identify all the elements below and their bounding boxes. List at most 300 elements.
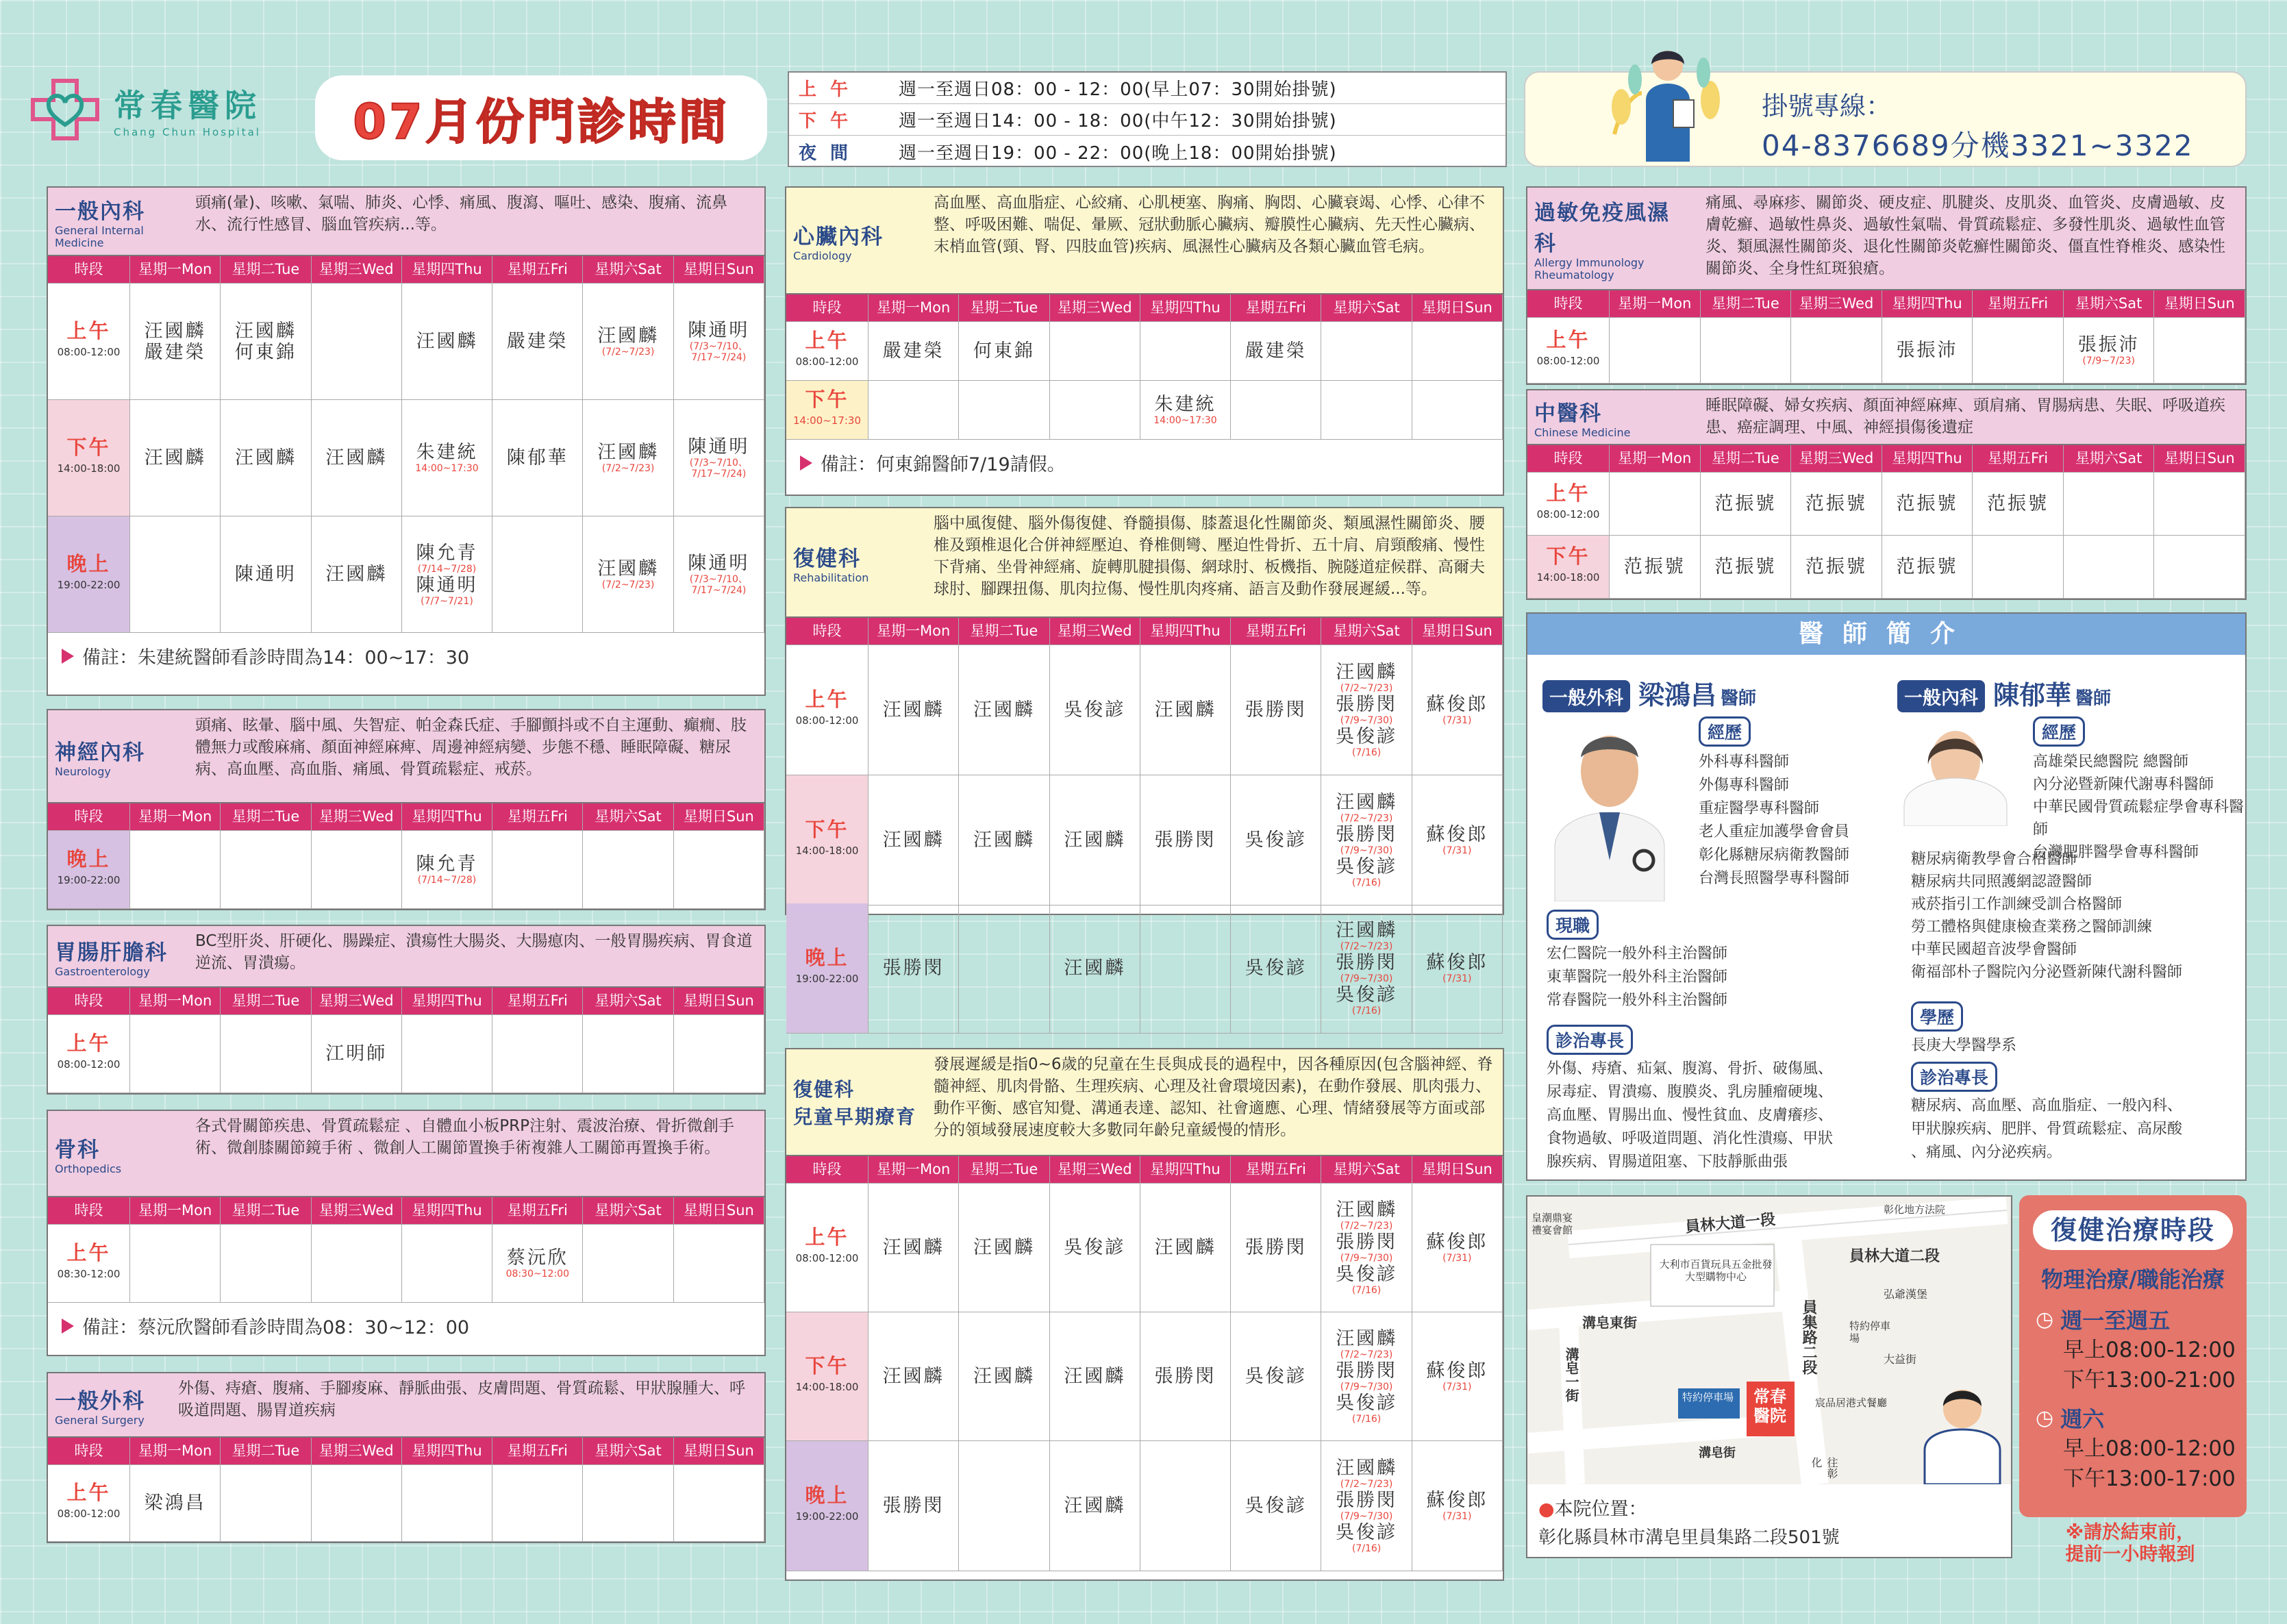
cell bbox=[583, 831, 673, 909]
hospital-logo bbox=[27, 68, 315, 151]
dept-name: 胃腸肝膽科 bbox=[55, 940, 168, 965]
cell-sat: 汪國麟 (7/2~7/23) 張勝閔 (7/9~7/30) 吳俊諺 (7/16) bbox=[1321, 775, 1412, 905]
col-header: 星期四Thu bbox=[402, 1197, 492, 1225]
cell: 張勝閔 bbox=[1231, 645, 1321, 775]
dept-general-internal bbox=[47, 186, 766, 696]
col-header: 星期四Thu bbox=[1140, 1156, 1231, 1184]
cell: 汪國麟 bbox=[1140, 645, 1231, 775]
col-header: 星期二Tue bbox=[1701, 290, 1792, 318]
cell: 汪國麟 bbox=[1050, 1441, 1140, 1571]
cell: 陳通明 bbox=[221, 516, 311, 633]
col-header: 時段 bbox=[48, 1197, 130, 1225]
hours-label: 上午 bbox=[798, 79, 862, 100]
doctor-title: 醫師 bbox=[1721, 688, 1757, 709]
col-header: 星期日Sun bbox=[674, 256, 764, 284]
cell bbox=[1610, 318, 1701, 384]
dept-en: Chinese Medicine bbox=[1534, 425, 1631, 439]
col-header: 星期二Tue bbox=[221, 256, 311, 284]
cell: 張勝閔 bbox=[1231, 1184, 1321, 1312]
map-label: 大益街 bbox=[1884, 1353, 1917, 1366]
col-header: 星期五Fri bbox=[1231, 1156, 1321, 1184]
col-header: 星期一Mon bbox=[130, 803, 221, 831]
dept-desc: 發展遲緩是指0~6歲的兒童在生長與成長的過程中，因各種原因(包含腦神經、脊髓神經、肌肉骨骼、生理疾病、心理及社會環境因素)，在動作發展、肌肉張力、動作平衡、感官知覺、溝通表達、認知、社會適應、心理、情緒發展等方面或部分的領域發展速度較大多數同年齡兒童緩慢的情形。 bbox=[934, 1055, 1493, 1139]
doctor2-exp-more: 糖尿病衛教學會合格醫師 糖尿病共同照護網認證醫師 戒菸指引工作訓練受訓合格醫師 勞工體格與健康檢查業務之醫師訓練 中華民國超音波學會醫師 衛福部朴子醫院內分泌暨新陳代謝科醫師 bbox=[1911, 851, 2183, 981]
dept-chinese-medicine bbox=[1526, 389, 2247, 600]
cell bbox=[130, 1015, 221, 1093]
col-header: 星期五Fri bbox=[1973, 445, 2064, 473]
cell-sat: 汪國麟 (7/2~7/23) 張勝閔 (7/9~7/30) 吳俊諺 (7/16) bbox=[1321, 1441, 1412, 1571]
cell bbox=[312, 831, 402, 909]
dept-orthopedics bbox=[47, 1110, 766, 1356]
cell bbox=[2064, 473, 2155, 536]
col-header: 星期五Fri bbox=[492, 803, 583, 831]
cell: 汪國麟 bbox=[1140, 1184, 1231, 1312]
cell: 張勝閔 bbox=[868, 903, 959, 1034]
weekday-label: ◷ 週一至週五 bbox=[2036, 1307, 2171, 1334]
profile-title: 醫師簡介 bbox=[1527, 614, 2245, 655]
cell-sun: 蘇俊郎 (7/31) bbox=[1412, 1312, 1503, 1441]
cell: 陳允青 (7/14~7/28) 陳通明 (7/7~7/21) bbox=[402, 516, 492, 633]
dept-name: 復健科 兒童早期療育 bbox=[793, 1078, 917, 1128]
dept-desc: 痛風、尋麻疹、關節炎、硬皮症、肌腱炎、皮肌炎、血管炎、皮膚過敏、皮膚乾癬、過敏性鼻炎、過敏性氣喘、骨質疏鬆症、多發性肌炎、過敏性血管炎、類風濕性關節炎、退化性關節炎乾癬性關節炎、僵直性脊椎炎、感染性關節炎、全身性紅斑狼瘡。 bbox=[1705, 194, 2225, 277]
cell: 汪國麟 bbox=[221, 400, 311, 516]
cell bbox=[2154, 318, 2245, 384]
col-header: 星期三Wed bbox=[1050, 295, 1140, 322]
col-header: 星期一Mon bbox=[868, 1156, 959, 1184]
road-label: 員集路二段 bbox=[1800, 1299, 1817, 1375]
cell bbox=[1231, 381, 1321, 440]
cell: 汪國麟 (7/2~7/23) bbox=[583, 284, 673, 400]
doctor-illustration-icon bbox=[1918, 1382, 2007, 1484]
col-header: 星期三Wed bbox=[312, 988, 402, 1015]
col-header: 星期三Wed bbox=[312, 1438, 402, 1465]
phone-number: 04-8376689分機3321~3322 bbox=[1762, 129, 2194, 162]
cell: 汪國麟 bbox=[1050, 903, 1140, 1034]
cell bbox=[492, 831, 583, 909]
cell bbox=[130, 1225, 221, 1303]
dept-general-surgery bbox=[47, 1372, 766, 1543]
cell bbox=[1791, 318, 1882, 384]
slot-pm: 下午 14:00-18:00 bbox=[48, 400, 130, 516]
cell-sun: 蘇俊郎 (7/31) bbox=[1412, 903, 1503, 1034]
doctor2-specialty: 診治專長 糖尿病、高血壓、高血脂症、一般內科、 甲狀腺疾病、肥胖、骨質疏鬆症、高尿酸 、痛風、內分泌疾病。 bbox=[1911, 1062, 2240, 1164]
edu-tag: 學歷 bbox=[1911, 1001, 1963, 1032]
weekday-hours: 早上08:00-12:00 下午13:00-21:00 bbox=[2063, 1338, 2236, 1392]
col-header: 時段 bbox=[1527, 290, 1610, 318]
cell bbox=[674, 1225, 764, 1303]
col-header: 星期二Tue bbox=[221, 803, 311, 831]
schedule-table bbox=[786, 618, 1503, 905]
cell bbox=[2154, 473, 2245, 536]
note: 備註：何東錦醫師7/19請假。 bbox=[786, 440, 1503, 486]
col-header: 星期四Thu bbox=[402, 988, 492, 1015]
slot-am: 上午 08:00-12:00 bbox=[1527, 473, 1610, 536]
cell: 汪國麟 bbox=[1050, 775, 1140, 905]
dept-desc: 頭痛、眩暈、腦中風、失智症、帕金森氏症、手腳顫抖或不自主運動、癲癇、肢體無力或酸麻痛、顏面神經麻痺、周邊神經病變、步態不穩、睡眠障礙、糖尿病、高血壓、高血脂、痛風、骨質疏鬆症、戒菸。 bbox=[195, 716, 747, 778]
cell: 汪國麟 bbox=[402, 284, 492, 400]
slot-am: 上午 08:00-12:00 bbox=[1527, 318, 1610, 384]
dept-desc: 腦中風復健、腦外傷復健、脊髓損傷、膝蓋退化性關節炎、類風濕性關節炎、腰椎及頸椎退化合併神經壓迫、脊椎側彎、壓迫性骨折、五十肩、肩頸酸痛、慢性下背痛、坐骨神經痛、旋轉肌腱損傷、網球肘、板機指、腕隧道症候群、高爾夫球肘、腳踝扭傷、肌肉拉傷、慢性肌肉疼痛、語言及動作發展遲緩...等。 bbox=[934, 514, 1485, 598]
cell bbox=[1412, 381, 1503, 440]
doctor-dept-badge: 一般內科 bbox=[1897, 680, 1985, 712]
dept-desc: 各式骨關節疾患、骨質疏鬆症 、自體血小板PRP注射、震波治療、骨折微創手術、微創膝關節鏡手術 、微創人工關節置換手術複雜人工關節再置換手術。 bbox=[195, 1117, 735, 1157]
road-label: 溝皂東街 bbox=[1582, 1314, 1637, 1331]
cell: 汪國麟 bbox=[868, 645, 959, 775]
col-header: 時段 bbox=[48, 1438, 130, 1465]
cell bbox=[1140, 322, 1231, 381]
col-header: 時段 bbox=[48, 988, 130, 1015]
cell: 陳郁華 bbox=[492, 400, 583, 516]
dept-en: Allergy Immunology Rheumatology bbox=[1534, 256, 1645, 282]
schedule-table bbox=[786, 295, 1503, 440]
col-header: 星期五Fri bbox=[1231, 295, 1321, 322]
map-label: 特約停車場 bbox=[1682, 1391, 1734, 1403]
doctor-profiles bbox=[1526, 612, 2247, 1181]
cell: 汪國麟 bbox=[868, 1312, 959, 1441]
doctor-card-1 bbox=[1542, 674, 1885, 712]
col-header: 星期二Tue bbox=[221, 1438, 311, 1465]
slot-pm: 下午 14:00~17:30 bbox=[786, 381, 868, 440]
col-header: 星期二Tue bbox=[959, 1156, 1049, 1184]
col-header: 星期六Sat bbox=[583, 1438, 673, 1465]
cell: 張勝閔 bbox=[868, 1441, 959, 1571]
slot-pm: 下午 14:00-18:00 bbox=[786, 775, 868, 905]
cell bbox=[1050, 381, 1140, 440]
doctor-name: 陳郁華 bbox=[1993, 680, 2072, 710]
specialty-tag: 診治專長 bbox=[1911, 1062, 1997, 1092]
col-header: 星期一Mon bbox=[868, 618, 959, 645]
address-text: 彰化縣員林市溝皂里員集路二段501號 bbox=[1538, 1527, 1840, 1548]
cell: 汪國麟 bbox=[130, 400, 221, 516]
doctor2-exp: 經歷 高雄榮民總醫院 總醫師 內分泌暨新陳代謝專科醫師 中華民國骨質疏鬆症學會專科醫師 台灣肥胖醫學會專科醫師 bbox=[2033, 716, 2245, 864]
cell: 范振號 bbox=[1791, 536, 1882, 599]
col-header: 星期六Sat bbox=[583, 1197, 673, 1225]
clinic-hours bbox=[788, 71, 1507, 167]
cell: 吳俊諺 bbox=[1231, 1312, 1321, 1441]
cell: 嚴建榮 bbox=[1231, 322, 1321, 381]
cell: 江明師 bbox=[312, 1015, 402, 1093]
cell: 陳允青 (7/14~7/28) bbox=[402, 831, 492, 909]
dept-neurology bbox=[47, 709, 766, 910]
dept-cardiology bbox=[785, 186, 1504, 496]
logo-en: Chang Chun Hospital bbox=[114, 126, 261, 138]
col-header: 星期日Sun bbox=[1412, 618, 1503, 645]
rehab-hours-sub: 物理治療/職能治療 bbox=[2041, 1266, 2225, 1292]
col-header: 星期二Tue bbox=[959, 618, 1049, 645]
exp-tag: 經歷 bbox=[2033, 716, 2085, 747]
cell bbox=[583, 1015, 673, 1093]
cell bbox=[959, 903, 1049, 1034]
triangle-icon bbox=[62, 649, 74, 664]
cell bbox=[492, 1015, 583, 1093]
rehab-hours-box bbox=[2019, 1195, 2247, 1517]
dept-name: 心臟內科 bbox=[793, 224, 884, 249]
cell bbox=[402, 1465, 492, 1542]
cell bbox=[221, 1015, 311, 1093]
col-header: 星期一Mon bbox=[130, 1438, 221, 1465]
col-header: 星期四Thu bbox=[1882, 290, 1973, 318]
col-header: 星期二Tue bbox=[221, 988, 311, 1015]
slot-ev: 晚上 19:00-22:00 bbox=[48, 831, 130, 909]
cell: 汪國麟 (7/2~7/23) bbox=[583, 400, 673, 516]
dept-allergy bbox=[1526, 186, 2247, 385]
slot-ev: 晚上 19:00-22:00 bbox=[786, 1441, 868, 1571]
cell: 梁鴻昌 bbox=[130, 1465, 221, 1542]
cell: 陳通明 (7/3~7/10、7/17~7/24) bbox=[674, 516, 764, 633]
current-tag: 現職 bbox=[1547, 910, 1599, 940]
slot-pm: 下午 14:00-18:00 bbox=[786, 1312, 868, 1441]
col-header: 星期三Wed bbox=[1791, 445, 1882, 473]
cell bbox=[959, 381, 1049, 440]
dept-name: 過敏免疫風濕科 bbox=[1534, 201, 1670, 256]
schedule-table-ev bbox=[786, 903, 1503, 1034]
schedule-table bbox=[786, 1156, 1503, 1571]
col-header: 星期三Wed bbox=[1050, 618, 1140, 645]
col-header: 星期日Sun bbox=[1412, 1156, 1503, 1184]
dept-desc: 外傷、痔瘡、腹痛、手腳痠麻、靜脈曲張、皮膚問題、骨質疏鬆、甲狀腺腫大、呼吸道問題、腸胃道疾病 bbox=[178, 1379, 745, 1419]
slot-am: 上午 08:00-12:00 bbox=[48, 1465, 130, 1542]
col-header: 星期日Sun bbox=[2154, 290, 2245, 318]
exp-list: 外科專科醫師 外傷專科醫師 重症醫學專科醫師 老人重症加護學會會員 彰化縣糖尿病衛教醫師 台灣長照醫學專科醫師 bbox=[1699, 753, 1850, 887]
map-label: 特約停車場 bbox=[1849, 1320, 1891, 1345]
clock-icon: ◷ bbox=[2036, 1406, 2054, 1430]
col-header: 星期六Sat bbox=[1321, 618, 1412, 645]
cell bbox=[312, 1225, 402, 1303]
cell-sun: 蘇俊郎 (7/31) bbox=[1412, 1184, 1503, 1312]
col-header: 星期日Sun bbox=[2154, 445, 2245, 473]
address-block: ●本院位置： 彰化縣員林市溝皂里員集路二段501號 bbox=[1538, 1499, 1840, 1548]
cell-sun: 蘇俊郎 (7/31) bbox=[1412, 1441, 1503, 1571]
cell bbox=[674, 1015, 764, 1093]
col-header: 星期三Wed bbox=[312, 1197, 402, 1225]
dept-name: 中醫科 bbox=[1534, 401, 1602, 426]
col-header: 時段 bbox=[48, 256, 130, 284]
cell bbox=[312, 284, 402, 400]
doctor-photo-icon bbox=[1541, 716, 1678, 901]
col-header: 星期二Tue bbox=[221, 1197, 311, 1225]
dept-en: Orthopedics bbox=[55, 1162, 122, 1175]
col-header: 星期日Sun bbox=[1412, 295, 1503, 322]
cell: 吳俊諺 bbox=[1231, 903, 1321, 1034]
map-label: 大利市百貨玩具五金批發大型購物中心 bbox=[1659, 1258, 1773, 1283]
hours-text: 週一至週日08：00 - 12：00(早上07：30開始掛號) bbox=[899, 79, 1337, 100]
cell bbox=[2064, 536, 2155, 599]
doctor2-edu: 學歷 長庚大學醫學系 bbox=[1911, 1001, 2016, 1058]
cell: 汪國麟 (7/2~7/23) bbox=[583, 516, 673, 633]
dept-name: 復健科 bbox=[793, 546, 861, 571]
cell: 陳通明 (7/3~7/10、7/17~7/24) bbox=[674, 284, 764, 400]
col-header: 時段 bbox=[786, 295, 868, 322]
map-label: 宸品居港式餐廳 bbox=[1815, 1397, 1888, 1409]
col-header: 星期一Mon bbox=[130, 256, 221, 284]
cell: 汪國麟 bbox=[312, 400, 402, 516]
road-label: 往彰化 bbox=[1810, 1457, 1838, 1479]
hospital-marker: 常春醫院 bbox=[1753, 1387, 1786, 1425]
cell bbox=[1973, 536, 2064, 599]
hours-label: 下午 bbox=[798, 111, 862, 132]
cell: 蔡沅欣 08:30~12:00 bbox=[492, 1225, 583, 1303]
col-header: 星期一Mon bbox=[1610, 290, 1701, 318]
hours-label: 夜間 bbox=[798, 142, 862, 164]
slot-am: 上午 08:00-12:00 bbox=[48, 284, 130, 400]
dept-child-rehab bbox=[785, 1048, 1504, 1581]
col-header: 星期五Fri bbox=[492, 256, 583, 284]
col-header: 星期二Tue bbox=[959, 295, 1049, 322]
month-title: 07月份門診時間 bbox=[315, 75, 767, 160]
col-header: 星期四Thu bbox=[402, 1438, 492, 1465]
dept-en: General Internal Medicine bbox=[55, 223, 144, 249]
slot-am: 上午 08:00-12:00 bbox=[786, 322, 868, 381]
location-pin-icon: ● bbox=[1538, 1499, 1555, 1520]
doctor-title: 醫師 bbox=[2075, 688, 2112, 709]
doctor1-exp bbox=[1699, 716, 1849, 890]
cell: 汪國麟 bbox=[312, 516, 402, 633]
slot-am: 上午 08:00-12:00 bbox=[786, 645, 868, 775]
slot-pm: 下午 14:00-18:00 bbox=[1527, 536, 1610, 599]
doctor1-specialty: 診治專長 外傷、痔瘡、疝氣、腹瀉、骨折、破傷風、 尿毒症、胃潰瘍、腹膜炎、乳房腫瘤硬塊、 高血壓、胃腸出血、慢性貧血、皮膚癢疹、 食物過敏、呼吸道問題、消化性潰瘍、甲狀 腺疾病、胃腸道阻塞、下肢靜脈曲張 bbox=[1547, 1025, 1889, 1174]
col-header: 星期三Wed bbox=[312, 803, 402, 831]
cell: 汪國麟 bbox=[1050, 1312, 1140, 1441]
phone-box bbox=[1524, 71, 2247, 167]
col-header: 星期五Fri bbox=[1973, 290, 2064, 318]
map-label: 彰化地方法院 bbox=[1884, 1203, 1946, 1216]
dept-en: General Surgery bbox=[55, 1413, 145, 1427]
cell bbox=[312, 1465, 402, 1542]
slot-am: 上午 08:30-12:00 bbox=[48, 1225, 130, 1303]
cell: 張振沛 bbox=[1882, 318, 1973, 384]
cell bbox=[492, 516, 583, 633]
hours-text: 週一至週日14：00 - 18：00(中午12：30開始掛號) bbox=[899, 111, 1337, 132]
triangle-icon bbox=[800, 455, 812, 471]
triangle-icon bbox=[62, 1319, 74, 1334]
col-header: 星期一Mon bbox=[1610, 445, 1701, 473]
cell: 張勝閔 bbox=[1140, 775, 1231, 905]
rehab-note: ※請於結束前， 提前一小時報到 bbox=[2065, 1522, 2195, 1565]
hours-text: 週一至週日19：00 - 22：00(晚上18：00開始掛號) bbox=[899, 142, 1337, 164]
col-header: 星期日Sun bbox=[674, 1438, 764, 1465]
col-header: 星期五Fri bbox=[492, 1438, 583, 1465]
cell-sun: 蘇俊郎 (7/31) bbox=[1412, 645, 1503, 775]
col-header: 星期四Thu bbox=[1140, 618, 1231, 645]
cell bbox=[674, 831, 764, 909]
col-header: 星期六Sat bbox=[583, 803, 673, 831]
dept-desc: 頭痛(暈)、咳嗽、氣喘、肺炎、心悸、痛風、腹瀉、嘔吐、感染、腹痛、流鼻水、流行性感冒、腦血管疾病...等。 bbox=[195, 194, 727, 234]
cell: 汪國麟 嚴建榮 bbox=[130, 284, 221, 400]
cell bbox=[1321, 381, 1412, 440]
logo-name: 常春醫院 bbox=[114, 87, 262, 124]
doctor-name: 梁鴻昌 bbox=[1638, 680, 1717, 710]
doctor-photo-icon bbox=[1897, 716, 2014, 826]
cell: 汪國麟 bbox=[959, 1312, 1049, 1441]
cell bbox=[2154, 536, 2245, 599]
schedule-table bbox=[48, 256, 764, 633]
schedule-table bbox=[48, 803, 764, 909]
cell: 汪國麟 bbox=[959, 1184, 1049, 1312]
doctor-card-2 bbox=[1897, 674, 2240, 712]
cell: 陳通明 (7/3~7/10、7/17~7/24) bbox=[674, 400, 764, 516]
cell bbox=[1321, 322, 1412, 381]
note: 備註：朱建統醫師看診時間為14：00~17：30 bbox=[48, 633, 764, 679]
slot-ev: 晚上 19:00-22:00 bbox=[48, 516, 130, 633]
road-label: 員林大道二段 bbox=[1849, 1248, 1940, 1265]
col-header: 星期一Mon bbox=[130, 988, 221, 1015]
cell: 汪國麟 bbox=[868, 775, 959, 905]
cell bbox=[1973, 318, 2064, 384]
road-label: 溝皂一街 bbox=[1563, 1347, 1579, 1402]
cell bbox=[1140, 903, 1231, 1034]
col-header: 星期二Tue bbox=[1701, 445, 1792, 473]
cell bbox=[1140, 1441, 1231, 1571]
dept-name: 一般外科 bbox=[55, 1388, 145, 1414]
dept-desc: BC型肝炎、肝硬化、腸躁症、潰瘍性大腸炎、大腸瘜肉、一般胃腸疾病、胃食道逆流、胃潰瘍。 bbox=[195, 932, 753, 972]
cell-sun: 蘇俊郎 (7/31) bbox=[1412, 775, 1503, 905]
cell: 吳俊諺 bbox=[1231, 775, 1321, 905]
col-header: 星期六Sat bbox=[1321, 1156, 1412, 1184]
specialty-tag: 診治專長 bbox=[1547, 1025, 1633, 1055]
cell bbox=[492, 1465, 583, 1542]
map-label: 皇潮鼎宴禮宴會館 bbox=[1532, 1212, 1573, 1236]
road-label: 溝皂街 bbox=[1699, 1446, 1736, 1460]
cell bbox=[674, 1465, 764, 1542]
col-header: 時段 bbox=[786, 618, 868, 645]
dept-desc: 高血壓、高血脂症、心絞痛、心肌梗塞、胸痛、胸悶、心臟衰竭、心悸、心律不整、呼吸困難、喘促、暈厥、冠狀動脈心臟病、瓣膜性心臟病、先天性心臟病、末梢血管(頸、腎、四肢血管)疾病、風濕性心臟病及各類心臟血管毛病。 bbox=[934, 194, 1485, 255]
rehab-hours-title: 復健治療時段 bbox=[2033, 1210, 2233, 1250]
saturday-hours: 早上08:00-12:00 下午13:00-17:00 bbox=[2063, 1436, 2236, 1491]
cell bbox=[402, 1225, 492, 1303]
dept-en: Neurology bbox=[55, 764, 111, 778]
col-header: 時段 bbox=[48, 803, 130, 831]
col-header: 星期六Sat bbox=[2064, 445, 2155, 473]
cell bbox=[1050, 322, 1140, 381]
cell: 范振號 bbox=[1973, 473, 2064, 536]
col-header: 星期一Mon bbox=[130, 1197, 221, 1225]
col-header: 星期日Sun bbox=[674, 988, 764, 1015]
dept-name: 骨科 bbox=[55, 1137, 100, 1162]
cell: 范振號 bbox=[1701, 536, 1792, 599]
saturday-label: ◷ 週六 bbox=[2036, 1406, 2105, 1432]
cell bbox=[221, 1465, 311, 1542]
cell: 范振號 bbox=[1701, 473, 1792, 536]
dept-gastroenterology bbox=[47, 925, 766, 1095]
exp-tag: 經歷 bbox=[1699, 716, 1751, 747]
cell bbox=[130, 516, 221, 633]
cell: 張振沛 (7/9~7/23) bbox=[2064, 318, 2155, 384]
col-header: 星期四Thu bbox=[1882, 445, 1973, 473]
slot-am: 上午 08:00-12:00 bbox=[48, 1015, 130, 1093]
cell bbox=[221, 831, 311, 909]
road-label: 員林大道一段 bbox=[1684, 1211, 1777, 1236]
cell: 嚴建榮 bbox=[492, 284, 583, 400]
cell: 汪國麟 bbox=[959, 775, 1049, 905]
col-header: 星期六Sat bbox=[583, 988, 673, 1015]
cell: 范振號 bbox=[1791, 473, 1882, 536]
cell bbox=[402, 1015, 492, 1093]
slot-am: 上午 08:00-12:00 bbox=[786, 1184, 868, 1312]
dept-desc: 睡眠障礙、婦女疾病、顏面神經麻痺、頭肩痛、胃腸病患、失眠、呼吸道疾患、癌症調理、中風、神經損傷後遺症 bbox=[1705, 397, 2225, 436]
cell bbox=[1701, 318, 1792, 384]
col-header: 星期五Fri bbox=[1231, 618, 1321, 645]
cell: 何東錦 bbox=[959, 322, 1049, 381]
schedule-table bbox=[1527, 290, 2245, 384]
clock-icon: ◷ bbox=[2036, 1307, 2054, 1332]
dept-en: Gastroenterology bbox=[55, 964, 150, 978]
cell: 吳俊諺 bbox=[1050, 1184, 1140, 1312]
cell: 汪國麟 何東錦 bbox=[221, 284, 311, 400]
schedule-table bbox=[1527, 445, 2245, 599]
cell: 汪國麟 bbox=[868, 1184, 959, 1312]
cell: 范振號 bbox=[1882, 473, 1973, 536]
cell: 吳俊諺 bbox=[1050, 645, 1140, 775]
